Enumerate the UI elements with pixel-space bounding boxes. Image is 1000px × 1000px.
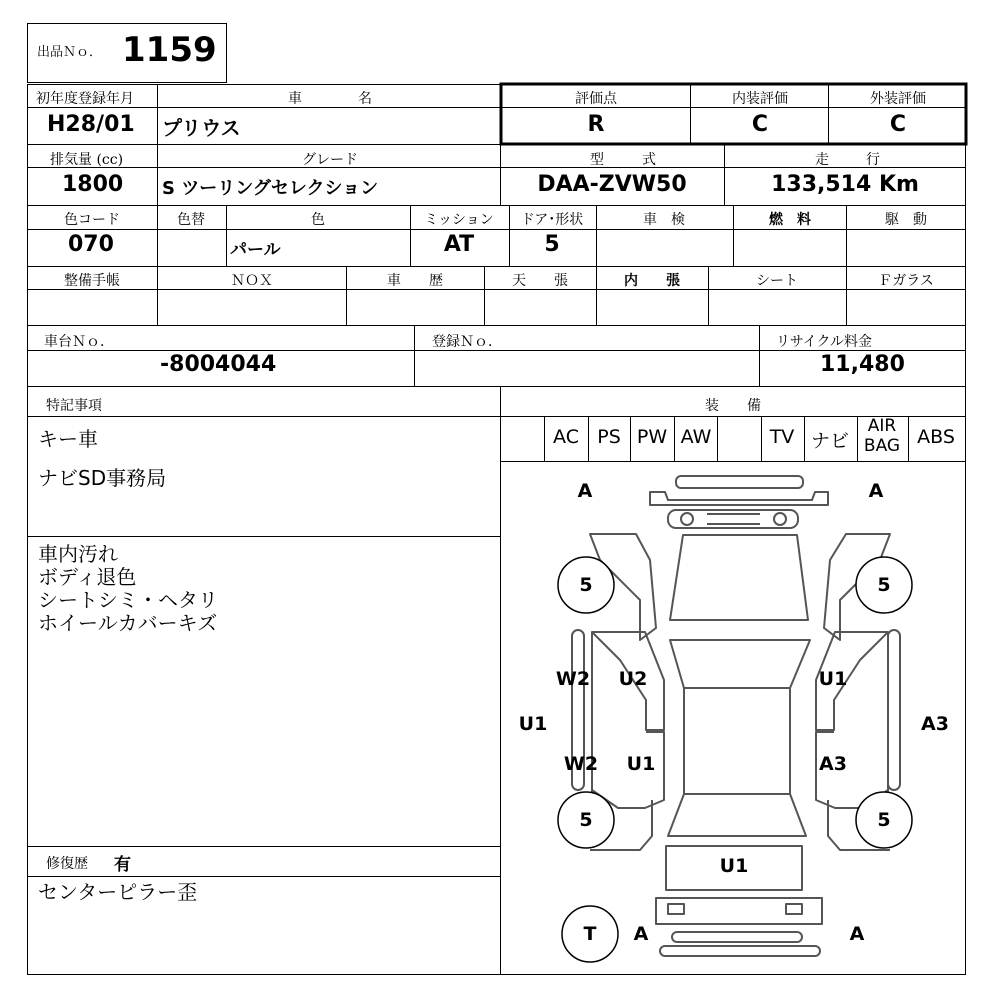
repair-history-label: 修復歴 bbox=[46, 856, 88, 872]
mark-tire-rl: 5 bbox=[579, 809, 593, 831]
mark-tire-rr: 5 bbox=[877, 809, 891, 831]
maintenance-label: 整備手帳 bbox=[64, 273, 120, 289]
exterior-value: C bbox=[889, 112, 907, 137]
color-code-value: 070 bbox=[68, 232, 114, 257]
mark-a3-lower: A3 bbox=[819, 753, 847, 775]
equip-pw: PW bbox=[636, 426, 668, 448]
score-value: R bbox=[587, 112, 605, 137]
model-value: DAA-ZVW50 bbox=[537, 172, 687, 197]
mileage-label-a: 走 bbox=[815, 152, 829, 168]
repaint-label: 色替 bbox=[177, 212, 205, 228]
equip-aw: AW bbox=[680, 426, 712, 448]
note-line-5: シートシミ・ヘタリ bbox=[38, 588, 218, 612]
model-label-a: 型 bbox=[590, 152, 604, 168]
mark-rear-right: A bbox=[849, 923, 865, 945]
drive-label: 駆 動 bbox=[885, 212, 927, 228]
lot-number: 1159 bbox=[122, 30, 217, 70]
displacement-value: 1800 bbox=[62, 172, 124, 197]
repair-history-value: 有 bbox=[114, 855, 131, 875]
mark-a3-right-side: A3 bbox=[921, 713, 949, 735]
equipment-label: 装 備 bbox=[705, 398, 761, 414]
mark-u1-left-side: U1 bbox=[518, 713, 548, 735]
mark-u1-lower: U1 bbox=[626, 753, 656, 775]
reg-date-value: H28/01 bbox=[47, 112, 135, 137]
mission-label: ミッション bbox=[424, 212, 494, 228]
exterior-label: 外装評価 bbox=[870, 91, 926, 107]
equip-ac: AC bbox=[553, 426, 579, 448]
equip-airbag-line1: AIR bbox=[867, 416, 897, 436]
seat-label: シート bbox=[756, 273, 798, 289]
lot-label: 出品Ｎｏ． bbox=[37, 45, 103, 60]
equip-abs: ABS bbox=[917, 426, 955, 448]
score-label: 評価点 bbox=[575, 91, 617, 107]
inner-label: 内 張 bbox=[624, 273, 680, 289]
mark-w2-upper: W2 bbox=[555, 668, 591, 690]
door-value: 5 bbox=[544, 232, 560, 257]
car-name-label-b: 名 bbox=[358, 91, 372, 107]
note-line-4: ボディ退色 bbox=[38, 565, 137, 589]
equip-tv: TV bbox=[769, 426, 795, 448]
color-label: 色 bbox=[311, 212, 325, 228]
equip-airbag-line2: BAG bbox=[863, 436, 901, 456]
reg-date-label: 初年度登録年月 bbox=[36, 91, 134, 107]
equip-navi: ナビ bbox=[810, 430, 850, 452]
mark-rear-left: A bbox=[633, 923, 649, 945]
mark-front-left: A bbox=[577, 480, 593, 502]
note-line-1: キー車 bbox=[38, 427, 98, 451]
inspection-label: 車 検 bbox=[643, 212, 685, 228]
model-label-b: 式 bbox=[642, 152, 656, 168]
note-line-2: ナビSD事務局 bbox=[38, 466, 167, 490]
equip-ps: PS bbox=[597, 426, 621, 448]
recycle-value: 11,480 bbox=[820, 352, 905, 377]
color-value: パール bbox=[230, 240, 281, 260]
color-code-label: 色コード bbox=[64, 212, 120, 228]
fuel-label: 燃 料 bbox=[769, 212, 811, 228]
mark-spare-tire: T bbox=[583, 923, 597, 945]
history-label: 車 歴 bbox=[387, 273, 443, 289]
note-line-3: 車内汚れ bbox=[38, 542, 118, 566]
repair-note: センターピラー歪 bbox=[38, 880, 198, 904]
notes-label: 特記事項 bbox=[46, 398, 102, 414]
chassis-label: 車台Ｎｏ． bbox=[44, 334, 114, 350]
mark-tire-fl: 5 bbox=[579, 574, 593, 596]
interior-value: C bbox=[751, 112, 769, 137]
interior-label: 内装評価 bbox=[732, 91, 788, 107]
nox-label: ＮＯＸ bbox=[231, 273, 273, 289]
mileage-label-b: 行 bbox=[866, 152, 880, 168]
mark-u2: U2 bbox=[618, 668, 648, 690]
mileage-value: 133,514 Km bbox=[771, 172, 919, 197]
car-name-label-a: 車 bbox=[288, 91, 302, 107]
note-line-6: ホイールカバーキズ bbox=[38, 611, 218, 635]
regno-label: 登録Ｎｏ． bbox=[432, 334, 502, 350]
grade-label: グレード bbox=[302, 152, 358, 168]
roof-label: 天 張 bbox=[512, 273, 568, 289]
mark-u1-right-upper: U1 bbox=[818, 668, 848, 690]
glass-label: Ｆガラス bbox=[878, 273, 934, 289]
displacement-label: 排気量 (cc) bbox=[50, 152, 124, 168]
grade-value: S ツーリングセレクション bbox=[162, 178, 379, 199]
mark-u1-trunk: U1 bbox=[719, 855, 749, 877]
door-label: ドア･形状 bbox=[520, 212, 584, 228]
mark-front-right: A bbox=[868, 480, 884, 502]
mission-value: AT bbox=[443, 232, 475, 257]
car-name-value: プリウス bbox=[162, 116, 241, 140]
chassis-value: -8004044 bbox=[160, 352, 277, 377]
mark-tire-fr: 5 bbox=[877, 574, 891, 596]
recycle-label: リサイクル料金 bbox=[776, 334, 873, 350]
mark-w2-lower: W2 bbox=[563, 753, 599, 775]
